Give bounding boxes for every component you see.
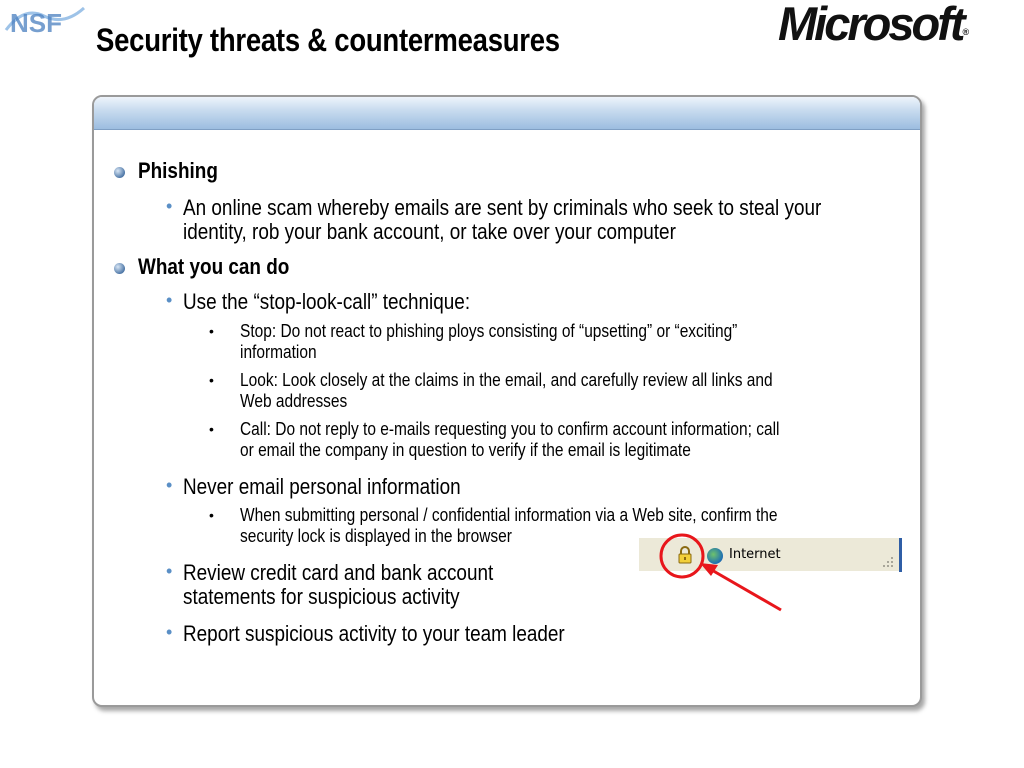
stop-item xyxy=(240,321,737,363)
phishing-definition-line2: identity, rob your bank account, or take over your computer xyxy=(183,219,676,244)
look-line1: Look: Look closely at the claims in the email, and carefully review all links and xyxy=(240,370,773,390)
phishing-definition xyxy=(183,196,821,244)
never-email-item: Never email personal information xyxy=(183,474,461,499)
review-line1: Review credit card and bank account xyxy=(183,560,494,585)
panel-header-bar xyxy=(94,97,920,130)
call-line2: or email the company in question to verify if the email is legitimate xyxy=(240,440,691,460)
browser-status-bar-image xyxy=(638,537,900,571)
stop-line1: Stop: Do not react to phishing ploys consisting of “upsetting” or “exciting” xyxy=(240,321,738,341)
globe-icon xyxy=(707,548,723,564)
bullet-icon xyxy=(114,167,125,178)
call-item xyxy=(240,419,779,461)
bullet-dot-icon: • xyxy=(166,561,173,581)
report-item: Report suspicious activity to your team leader xyxy=(183,621,565,646)
bullet-dot-icon: • xyxy=(209,323,214,339)
bullet-dot-icon: • xyxy=(209,421,214,437)
look-line2: Web addresses xyxy=(240,391,348,411)
call-line1: Call: Do not reply to e-mails requesting you to confirm account information; call xyxy=(240,419,780,439)
bullet-dot-icon: • xyxy=(209,507,214,523)
look-item xyxy=(240,370,773,412)
bullet-dot-icon: • xyxy=(166,196,173,216)
microsoft-logo xyxy=(778,0,1018,48)
submit-line1: When submitting personal / confidential information via a Web site, confirm the xyxy=(240,505,778,525)
microsoft-logo-text: Microsoft xyxy=(778,0,963,50)
bullet-icon xyxy=(114,263,125,274)
lock-icon xyxy=(677,546,693,564)
status-bar-edge xyxy=(899,538,902,572)
bullet-dot-icon: • xyxy=(166,475,173,495)
review-line2: statements for suspicious activity xyxy=(183,584,460,609)
what-you-can-do-heading: What you can do xyxy=(138,254,290,279)
technique-item: Use the “stop-look-call” technique: xyxy=(183,289,471,314)
registered-mark: ® xyxy=(962,27,970,37)
nsf-logo-text: NSF xyxy=(10,8,62,38)
submit-line2: security lock is displayed in the browser xyxy=(240,526,512,546)
bullet-dot-icon: • xyxy=(209,372,214,388)
resize-grip-icon xyxy=(882,556,894,568)
bullet-dot-icon: • xyxy=(166,290,173,310)
zone-label: Internet xyxy=(729,547,781,562)
stop-line2: information xyxy=(240,342,317,362)
bullet-dot-icon: • xyxy=(166,622,173,642)
phishing-heading: Phishing xyxy=(138,158,218,183)
phishing-definition-line1: An online scam whereby emails are sent by criminals who seek to steal your xyxy=(183,195,822,220)
page-title: Security threats & countermeasures xyxy=(96,22,560,58)
nsf-logo xyxy=(4,2,86,38)
review-item xyxy=(183,561,493,609)
